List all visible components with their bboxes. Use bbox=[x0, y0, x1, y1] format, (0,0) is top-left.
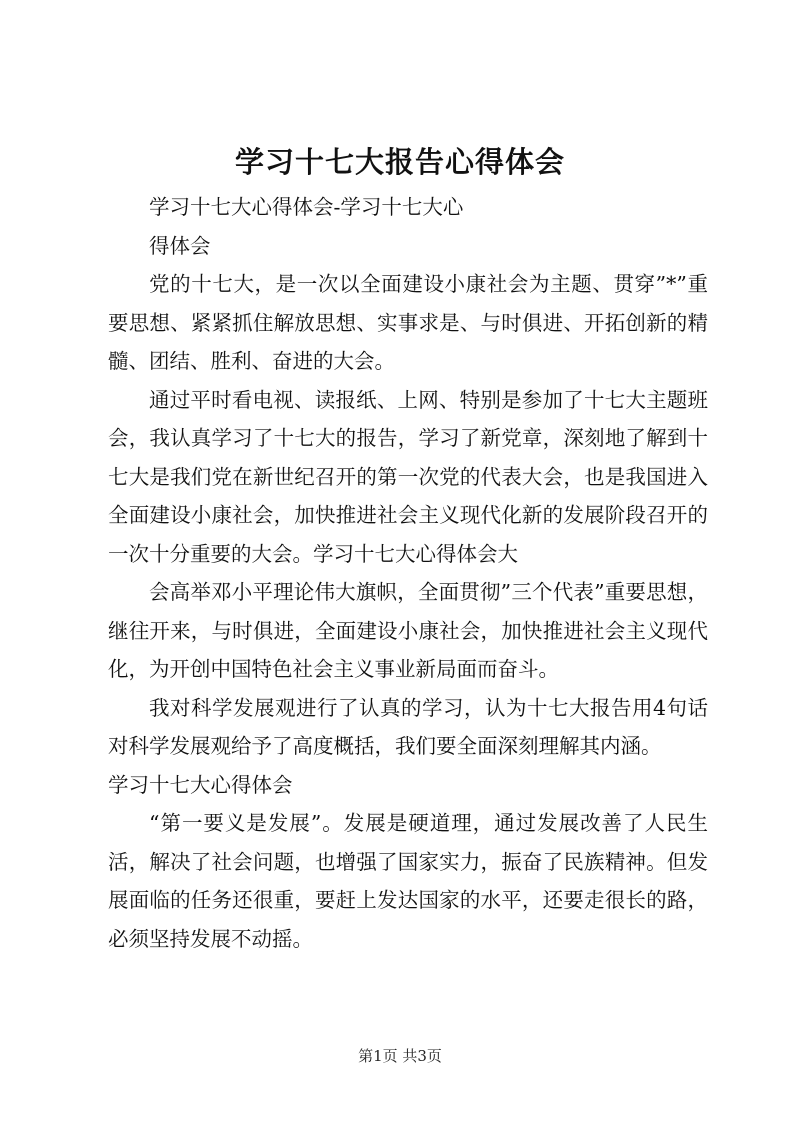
paragraph: 会高举邓小平理论伟大旗帜，全面贯彻”三个代表”重要思想，继往开来，与时俱进，全面建设小康社会，加快推进社会主义现代化，为开创中国特色社会主义事业新局面而奋斗。 bbox=[108, 580, 708, 681]
page-footer: 第1页 共3页 bbox=[358, 1047, 442, 1065]
paragraph: 党的十七大，是一次以全面建设小康社会为主题、贯穿”*”重要思想、紧紧抓住解放思想、实事求是、与时俱进、开拓创新的精髓、团结、胜利、奋进的大会。 bbox=[108, 272, 708, 373]
paragraph: 我对科学发展观进行了认真的学习，认为十七大报告用4句话对科学发展观给予了高度概括，我们要全面深刻理解其内涵。 bbox=[108, 695, 708, 758]
document-body bbox=[108, 188, 708, 958]
paragraph: 学习十七大心得体会-学习十七大心 bbox=[149, 195, 464, 219]
paragraph: “第一要义是发展”。发展是硬道理，通过发展改善了人民生活，解决了社会问题，也增强了国家实力，振奋了民族精神。但发展面临的任务还很重，要赶上发达国家的水平，还要走很长的路，必须坚持发展不动摇。 bbox=[108, 811, 708, 951]
paragraph: 得体会 bbox=[149, 233, 211, 258]
paragraph: 通过平时看电视、读报纸、上网、特别是参加了十七大主题班会，我认真学习了十七大的报告，学习了新党章，深刻地了解到十七大是我们党在新世纪召开的第一次党的代表大会，也是我国进入全面建设小康社会，加快推进社会主义现代化新的发展阶段召开的一次十分重要的大会。学习十七大心得体会大 bbox=[108, 387, 708, 566]
document-title: 学习十七大报告心得体会 bbox=[234, 145, 565, 179]
section-heading: 学习十七大心得体会 bbox=[108, 772, 293, 797]
